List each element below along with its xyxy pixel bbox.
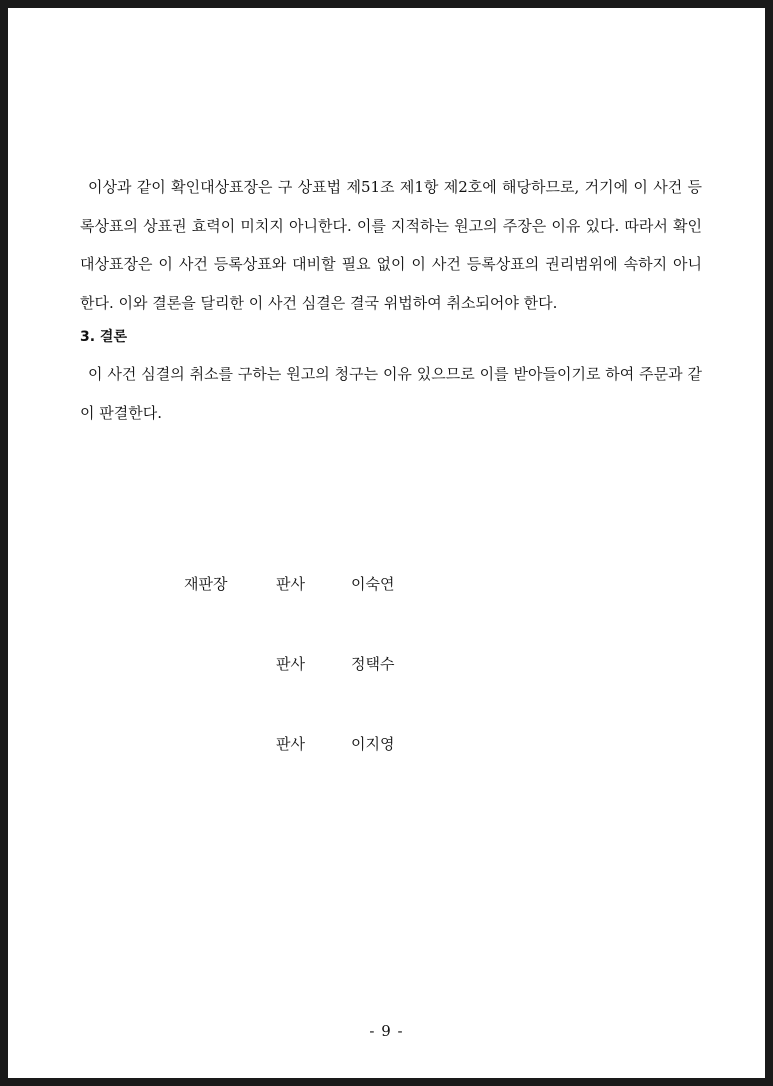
judge-role: 판사	[276, 735, 305, 753]
judge-name: 이지영	[351, 735, 395, 753]
judge-title: 재판장	[184, 575, 228, 593]
page-number: - 9 -	[369, 1022, 404, 1040]
paragraph-conclusion: 이 사건 심결의 취소를 구하는 원고의 청구는 이유 있으므로 이를 받아들이기로 하여 주문과 같이 판결한다.	[80, 365, 702, 422]
document-page	[8, 8, 765, 1078]
section-heading: 3. 결론	[80, 329, 127, 345]
judge-name: 정택수	[351, 655, 395, 673]
paragraph-conclusion-reasoning: 이상과 같이 확인대상표장은 구 상표법 제51조 제1항 제2호에 해당하므로, 거기에 이 사건 등록상표의 상표권 효력이 미치지 아니한다. 이를 지적하는 원고의 주장은 이유 있다. 따라서 확인대상표장은 이 사건 등록상표와 대비할 필요 없이 이 사건 등록상표의 권리범위에 속하지 아니한다. 이와 결론을 달리한 이 사건 심결은 결국 위법하여 취소되어야 한다.	[80, 178, 702, 312]
document-body	[80, 168, 702, 432]
judge-role: 판사	[276, 575, 305, 593]
judge-name: 이숙연	[351, 575, 395, 593]
judge-role: 판사	[276, 655, 305, 673]
